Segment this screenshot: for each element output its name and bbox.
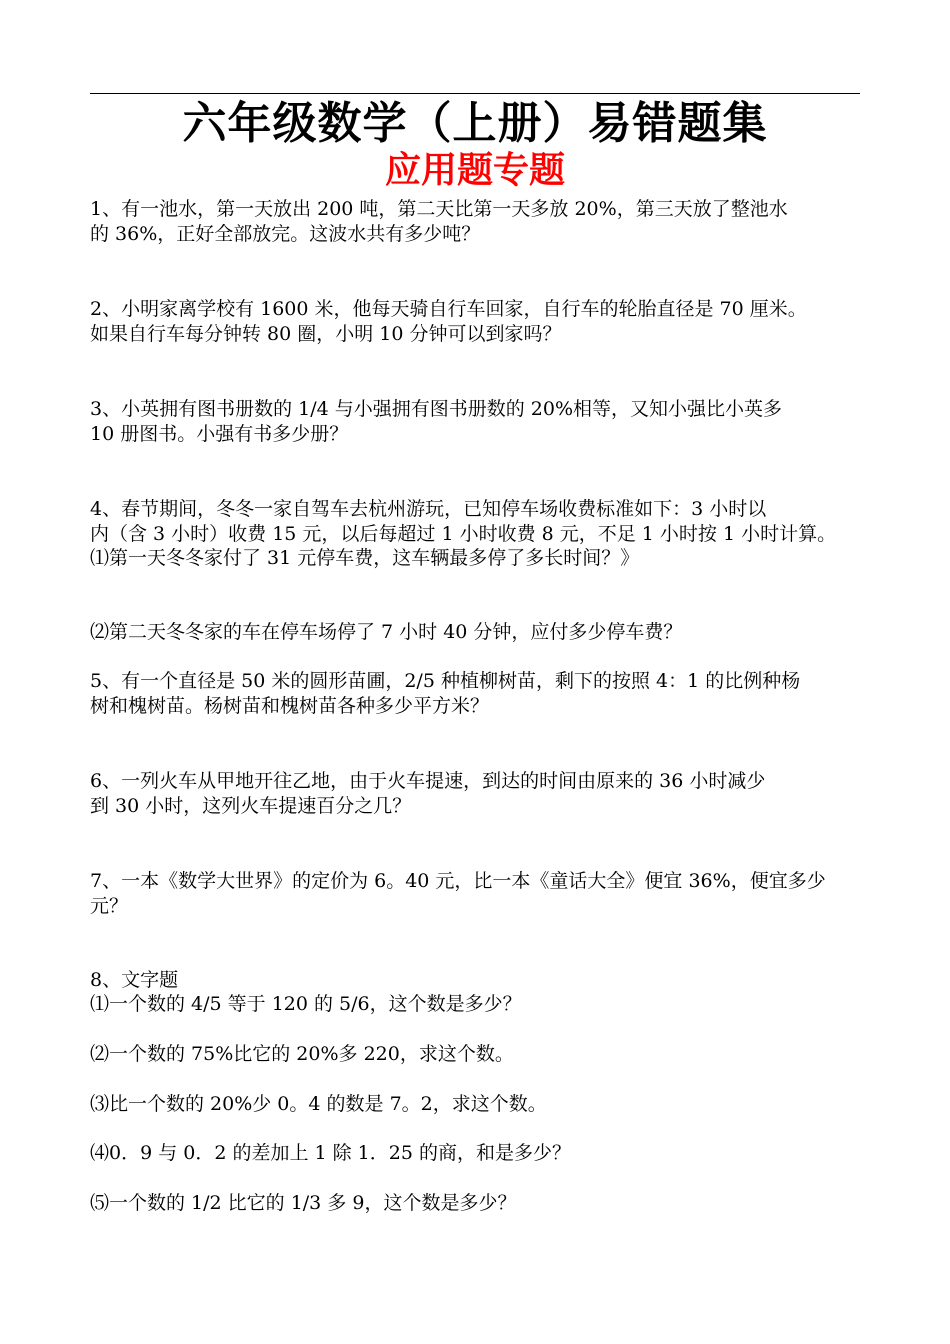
question-4-sub-1: ⑴第一天冬冬家付了 31 元停车费，这车辆最多停了多长时间？》 [90,547,640,569]
question-6-line-1: 6、一列火车从甲地开往乙地，由于火车提速，到达的时间由原来的 36 小时减少 [90,770,766,792]
question-3-line-2: 10 册图书。小强有书多少册？ [90,423,349,445]
page-title: 六年级数学（上册）易错题集 [182,98,768,149]
header-rule [90,93,860,94]
question-7-line-1: 7、一本《数学大世界》的定价为 6。40 元，比一本《童话大全》便宜 36%，便宜多少 [90,870,826,892]
question-6-line-2: 到 30 小时，这列火车提速百分之几？ [90,795,412,817]
question-8-sub-1: ⑴一个数的 4/5 等于 120 的 5/6，这个数是多少？ [90,993,522,1015]
question-8-sub-2: ⑵一个数的 75%比它的 20%多 220，求这个数。 [90,1043,514,1065]
question-7-line-2: 元？ [90,895,129,917]
question-2-line-2: 如果自行车每分钟转 80 圈，小明 10 分钟可以到家吗？ [90,323,562,345]
page-subtitle: 应用题专题 [384,150,565,191]
question-4-sub-2: ⑵第二天冬冬家的车在停车场停了 7 小时 40 分钟，应付多少停车费？ [90,621,683,643]
question-8-heading: 8、文字题 [90,969,179,991]
question-4-line-1: 4、春节期间，冬冬一家自驾车去杭州游玩，已知停车场收费标准如下：3 小时以 [90,498,767,520]
question-8-sub-4: ⑷0．9 与 0．2 的差加上 1 除 1．25 的商，和是多少？ [90,1142,571,1164]
question-5-line-1: 5、有一个直径是 50 米的圆形苗圃，2/5 种植柳树苗，剩下的按照 4：1 的比例种杨 [90,670,801,692]
question-5-line-2: 树和槐树苗。杨树苗和槐树苗各种多少平方米？ [90,695,490,717]
question-4-line-2: 内（含 3 小时）收费 15 元，以后每超过 1 小时收费 8 元，不足 1 小时按 1 小时计算。 [90,523,837,545]
question-3-line-1: 3、小英拥有图书册数的 1/4 与小强拥有图书册数的 20%相等，又知小强比小英多 [90,398,783,420]
question-1-line-1: 1、有一池水，第一天放出 200 吨，第二天比第一天多放 20%，第三天放了整池水 [90,198,788,220]
question-2-line-1: 2、小明家离学校有 1600 米，他每天骑自行车回家，自行车的轮胎直径是 70 厘米。 [90,298,807,320]
question-1-line-2: 的 36%，正好全部放完。这波水共有多少吨？ [90,223,481,245]
question-8-sub-3: ⑶比一个数的 20%少 0。4 的数是 7。2，求这个数。 [90,1093,547,1115]
question-8-sub-5: ⑸一个数的 1/2 比它的 1/3 多 9，这个数是多少？ [90,1192,517,1214]
